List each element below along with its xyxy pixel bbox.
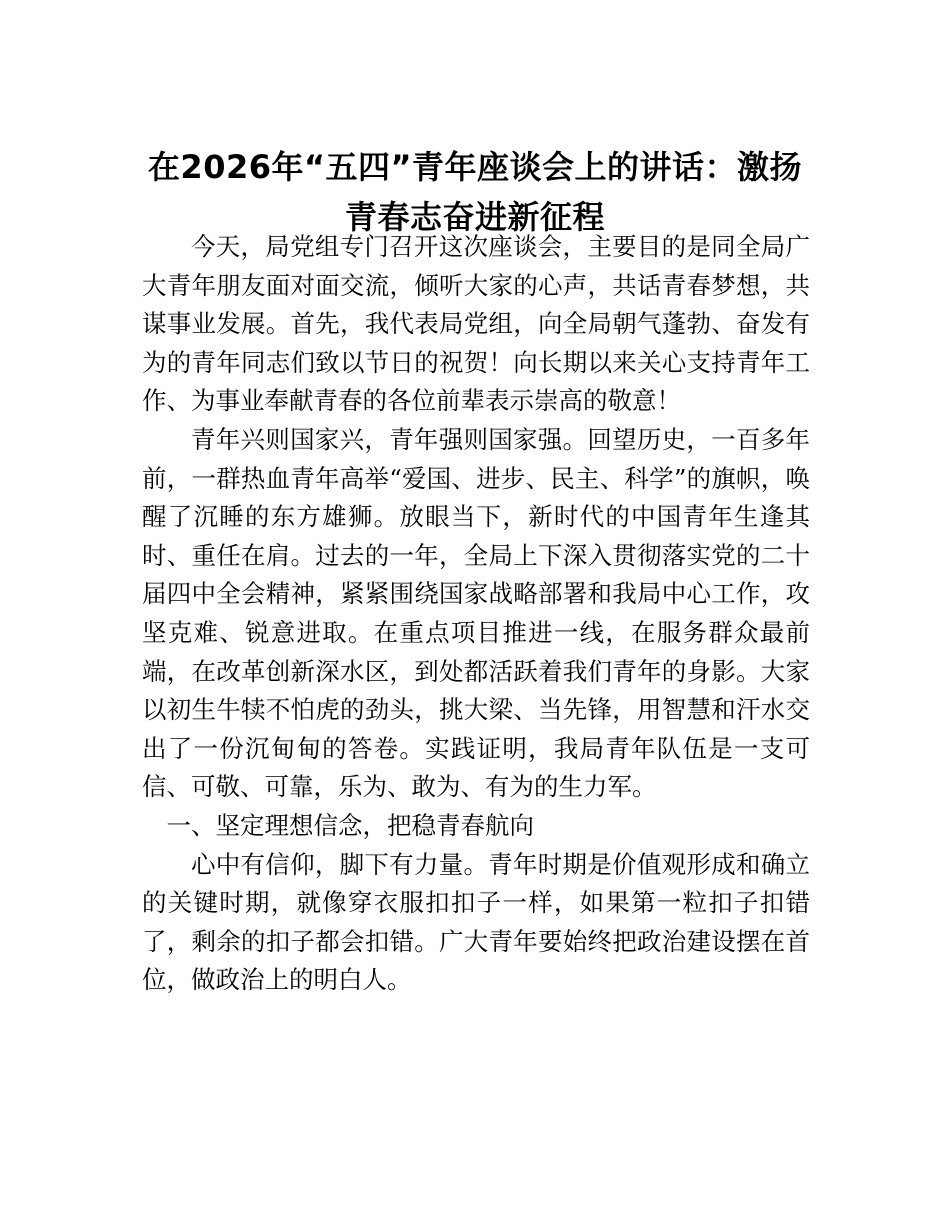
document-body xyxy=(142,228,810,1000)
paragraph-intro: 今天，局党组专门召开这次座谈会，主要目的是同全局广大青年朋友面对面交流，倾听大家的心声，共话青春梦想，共谋事业发展。首先，我代表局党组，向全局朝气蓬勃、奋发有为的青年同志们致以节日的祝贺！向长期以来关心支持青年工作、为事业奉献青春的各位前辈表示崇高的敬意！ xyxy=(142,232,810,416)
paragraph-youth: 青年兴则国家兴，青年强则国家强。回望历史，一百多年前，一群热血青年高举“爱国、进步、民主、科学”的旗帜，唤醒了沉睡的东方雄狮。放眼当下，新时代的中国青年生逢其时、重任在肩。过去的一年，全局上下深入贯彻落实党的二十届四中全会精神，紧紧围绕国家战略部署和我局中心工作，攻坚克难、锐意进取。在重点项目推进一线，在服务群众最前端，在改革创新深水区，到处都活跃着我们青年的身影。大家以初生牛犊不怕虎的劲头，挑大梁、当先锋，用智慧和汗水交出了一份沉甸甸的答卷。实践证明，我局青年队伍是一支可信、可敬、可靠，乐为、敢为、有为的生力军。 xyxy=(142,424,810,802)
section-heading: 一、坚定理想信念，把稳青春航向 xyxy=(166,810,534,840)
paragraph-section-one: 心中有信仰，脚下有力量。青年时期是价值观形成和确立的关键时期，就像穿衣服扣扣子一样，如果第一粒扣子扣错了，剩余的扣子都会扣错。广大青年要始终把政治建设摆在首位，做政治上的明白人。 xyxy=(142,849,810,995)
title-line-1: 在2026年“五四”青年座谈会上的讲话：激扬 xyxy=(147,148,803,186)
document-title xyxy=(140,142,810,242)
title-line-2: 青春志奋进新征程 xyxy=(344,198,605,236)
